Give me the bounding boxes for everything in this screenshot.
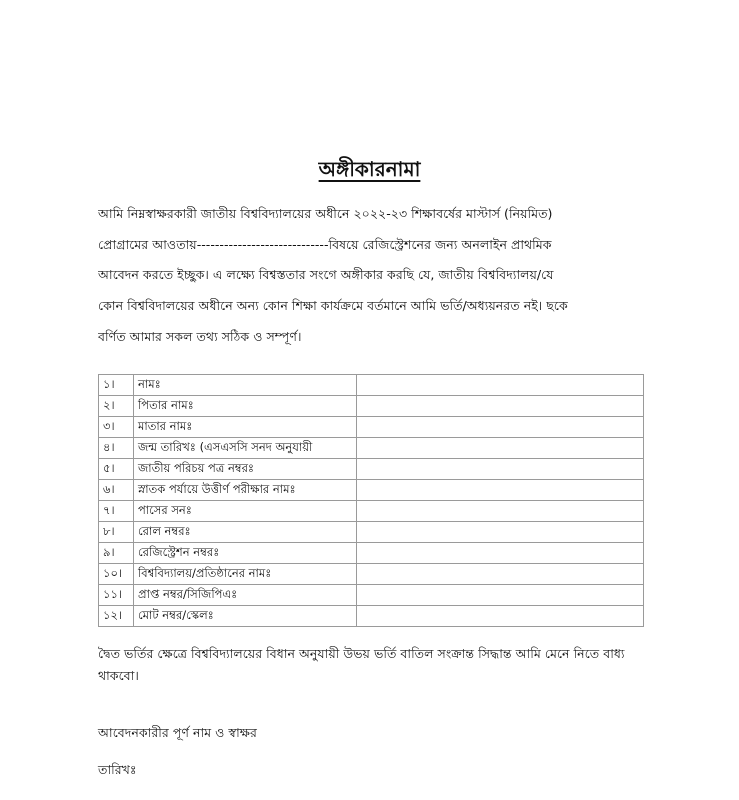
declaration-line: বর্ণিত আমার সকল তথ্য সঠিক ও সম্পূর্ণ। [98, 329, 302, 344]
table-row [99, 459, 644, 480]
row-number: ৯। [99, 543, 134, 564]
row-number: ৪। [99, 438, 134, 459]
table-row [99, 585, 644, 606]
document-title: অঙ্গীকারনামা [318, 157, 421, 181]
field-value-roll[interactable] [357, 522, 644, 543]
row-number: ২। [99, 396, 134, 417]
table-row [99, 417, 644, 438]
field-value-mother-name[interactable] [357, 417, 644, 438]
table-row [99, 480, 644, 501]
field-label: মাতার নামঃ [134, 417, 357, 438]
row-number: ৭। [99, 501, 134, 522]
declaration-line: আবেদন করতে ইচ্ছুক। এ লক্ষ্যে বিশ্বস্ততার সংগে অঙ্গীকার করছি যে, জাতীয় বিশ্ববিদ্যালয়/যে [98, 267, 554, 282]
row-number: ১। [99, 375, 134, 396]
declaration-line: প্রোগ্রামের আওতায়-----------------------------বিষয়ে রেজিস্ট্রেশনের জন্য অনলাইন প্রাথমিক [98, 237, 552, 252]
field-value-nid[interactable] [357, 459, 644, 480]
table-row [99, 501, 644, 522]
dual-admission-note: দ্বৈত ভর্তির ক্ষেত্রে বিশ্ববিদ্যালয়ের বিধান অনুযায়ী উভয় ভর্তি বাতিল সংক্রান্ত সিদ্ধান্ত আমি মেনে নিতে বাধ্য [98, 646, 625, 661]
table-row [99, 396, 644, 417]
field-label: নামঃ [134, 375, 357, 396]
signature-label: আবেদনকারীর পূর্ণ নাম ও স্বাক্ষর [98, 725, 257, 740]
field-value-total-scale[interactable] [357, 606, 644, 627]
table-row [99, 375, 644, 396]
row-number: ৮। [99, 522, 134, 543]
field-value-cgpa[interactable] [357, 585, 644, 606]
field-value-institution[interactable] [357, 564, 644, 585]
date-label: তারিখঃ [98, 762, 137, 777]
field-value-pass-year[interactable] [357, 501, 644, 522]
table-row [99, 564, 644, 585]
row-number: ১১। [99, 585, 134, 606]
table-row [99, 522, 644, 543]
row-number: ৫। [99, 459, 134, 480]
field-value-exam-name[interactable] [357, 480, 644, 501]
declaration-line: আমি নিম্নস্বাক্ষরকারী জাতীয় বিশ্ববিদ্যালয়ের অধীনে ২০২২-২৩ শিক্ষাবর্ষের মাস্টার্স (নিয়মিত) [98, 206, 553, 221]
field-label: জাতীয় পরিচয় পত্র নম্বরঃ [134, 459, 357, 480]
field-label: জন্ম তারিখঃ (এসএসসি সনদ অনুযায়ী [134, 438, 357, 459]
field-value-name[interactable] [357, 375, 644, 396]
field-label: রেজিস্ট্রেশন নম্বরঃ [134, 543, 357, 564]
table-row [99, 543, 644, 564]
table-row [99, 438, 644, 459]
field-value-birth-date[interactable] [357, 438, 644, 459]
row-number: ৩। [99, 417, 134, 438]
field-value-registration[interactable] [357, 543, 644, 564]
dual-admission-note: থাকবো। [98, 668, 139, 683]
row-number: ১২। [99, 606, 134, 627]
field-label: মোট নম্বর/স্কেলঃ [134, 606, 357, 627]
row-number: ১০। [99, 564, 134, 585]
row-number: ৬। [99, 480, 134, 501]
field-label: প্রাপ্ত নম্বর/সিজিপিএঃ [134, 585, 357, 606]
field-label: পিতার নামঃ [134, 396, 357, 417]
field-label: স্নাতক পর্যায়ে উত্তীর্ণ পরীক্ষার নামঃ [134, 480, 357, 501]
table-row [99, 606, 644, 627]
field-value-father-name[interactable] [357, 396, 644, 417]
declaration-line: কোন বিশ্ববিদালয়ের অধীনে অন্য কোন শিক্ষা কার্যক্রমে বর্তমানে আমি ভর্তি/অধ্যয়নরত নই। ছকে [98, 298, 568, 313]
field-label: রোল নম্বরঃ [134, 522, 357, 543]
applicant-info-table [98, 374, 644, 627]
field-label: পাসের সনঃ [134, 501, 357, 522]
field-label: বিশ্ববিদ্যালয়/প্রতিষ্ঠানের নামঃ [134, 564, 357, 585]
